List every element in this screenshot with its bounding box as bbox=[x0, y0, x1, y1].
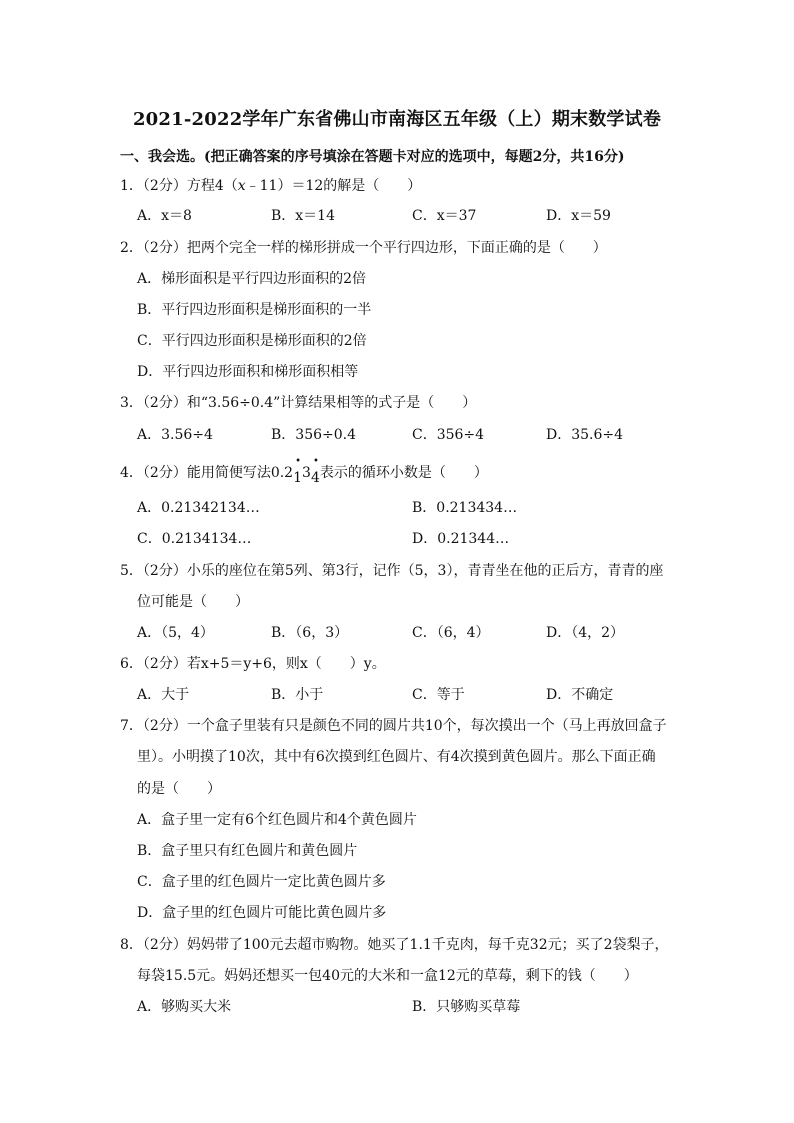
q8-option-b[interactable]: B．只够购买草莓 bbox=[412, 999, 521, 1015]
q4-stem-a: 4．（2分）能用简便写法0.2 bbox=[120, 465, 294, 481]
q4-option-a[interactable]: A．0.21342134… bbox=[137, 500, 260, 516]
q1-var: x bbox=[237, 178, 246, 194]
q7-option-b[interactable]: B．盒子里只有红色圆片和黄色圆片 bbox=[137, 843, 358, 859]
q2-option-c[interactable]: C．平行四边形面积是梯形面积的2倍 bbox=[137, 333, 367, 349]
q1-option-b[interactable]: B．x＝14 bbox=[271, 208, 335, 224]
q4-stem-b: 表示的循环小数是（ ） bbox=[319, 465, 488, 481]
q3-option-c[interactable]: C．356÷4 bbox=[412, 427, 485, 443]
q1-option-a[interactable]: A．x＝8 bbox=[137, 208, 192, 224]
q6-option-c[interactable]: C．等于 bbox=[412, 687, 465, 703]
repeating-digit-2: • 4 bbox=[310, 456, 320, 486]
repeat-dot-2: • bbox=[312, 456, 319, 467]
q6-option-a[interactable]: A．大于 bbox=[137, 687, 190, 703]
q7-option-a[interactable]: A．盒子里一定有6个红色圆片和4个黄色圆片 bbox=[137, 812, 417, 828]
question-2: 2．（2分）把两个完全一样的梯形拼成一个平行四边形，下面正确的是（ ） bbox=[120, 240, 607, 256]
question-8-line-2: 每袋15.5元。妈妈还想买一包40元的大米和一盒12元的草莓，剩下的钱（ ） bbox=[137, 968, 638, 984]
q4-mid-digit: 3 bbox=[302, 465, 311, 481]
q1-stem-a: 1．（2分）方程4（ bbox=[120, 178, 238, 194]
question-3: 3．（2分）和“3.56÷0.4”计算结果相等的式子是（ ） bbox=[120, 395, 477, 411]
q3-option-d[interactable]: D．35.6÷4 bbox=[546, 427, 624, 443]
page-title: 2021-2022学年广东省佛山市南海区五年级（上）期末数学试卷 bbox=[132, 109, 662, 130]
question-7-line-2: 里）。小明摸了10次，其中有6次摸到红色圆片、有4次摸到黄色圆片。那么下面正确 bbox=[137, 749, 656, 765]
q5-option-b[interactable]: B．（6，3） bbox=[271, 625, 349, 641]
q1-option-c[interactable]: C．x＝37 bbox=[412, 208, 477, 224]
q4-option-b[interactable]: B．0.213434… bbox=[412, 500, 518, 516]
q5-option-a[interactable]: A．（5，4） bbox=[137, 625, 214, 641]
q8-option-a[interactable]: A．够购买大米 bbox=[137, 999, 232, 1015]
question-1 bbox=[120, 177, 421, 195]
q7-option-c[interactable]: C．盒子里的红色圆片一定比黄色圆片多 bbox=[137, 874, 386, 890]
question-5-line-1: 5．（2分）小乐的座位在第5列、第3行，记作（5，3），青青坐在他的正后方，青青的座 bbox=[120, 563, 664, 579]
question-7-line-3: 的是（ ） bbox=[137, 781, 221, 797]
q5-option-c[interactable]: C．（6，4） bbox=[412, 625, 490, 641]
section-heading: 一、我会选。(把正确答案的序号填涂在答题卡对应的选项中，每题2分，共16分) bbox=[120, 149, 625, 165]
question-4 bbox=[120, 456, 488, 486]
q7-option-d[interactable]: D．盒子里的红色圆片可能比黄色圆片多 bbox=[137, 905, 387, 921]
q4-option-c[interactable]: C．0.2134134… bbox=[137, 531, 252, 547]
repeating-digit-1: • 1 bbox=[293, 456, 303, 486]
q2-option-d[interactable]: D．平行四边形面积和梯形面积相等 bbox=[137, 364, 359, 380]
question-5-line-2: 位可能是（ ） bbox=[137, 594, 249, 610]
q5-option-d[interactable]: D．（4，2） bbox=[546, 625, 625, 641]
q4-option-d[interactable]: D．0.21344… bbox=[412, 531, 510, 547]
q6-option-d[interactable]: D．不确定 bbox=[546, 687, 614, 703]
q3-option-a[interactable]: A．3.56÷4 bbox=[137, 427, 213, 443]
question-8-line-1: 8．（2分）妈妈带了100元去超市购物。她买了1.1千克肉，每千克32元；买了2袋梨子， bbox=[120, 937, 669, 953]
q1-option-d[interactable]: D．x＝59 bbox=[546, 208, 611, 224]
q2-option-b[interactable]: B．平行四边形面积是梯形面积的一半 bbox=[137, 302, 372, 318]
question-6: 6．（2分）若x+5＝y+6，则x（ ）y。 bbox=[120, 656, 386, 672]
repeat-dot-1: • bbox=[295, 456, 301, 467]
q6-option-b[interactable]: B．小于 bbox=[271, 687, 324, 703]
question-7-line-1: 7．（2分）一个盒子里装有只是颜色不同的圆片共10个，每次摸出一个（马上再放回盒子 bbox=[120, 718, 667, 734]
q2-option-a[interactable]: A．梯形面积是平行四边形面积的2倍 bbox=[137, 271, 367, 287]
q1-stem-b: ﹣11）＝12的解是（ ） bbox=[245, 178, 422, 194]
q3-option-b[interactable]: B．356÷0.4 bbox=[271, 427, 357, 443]
